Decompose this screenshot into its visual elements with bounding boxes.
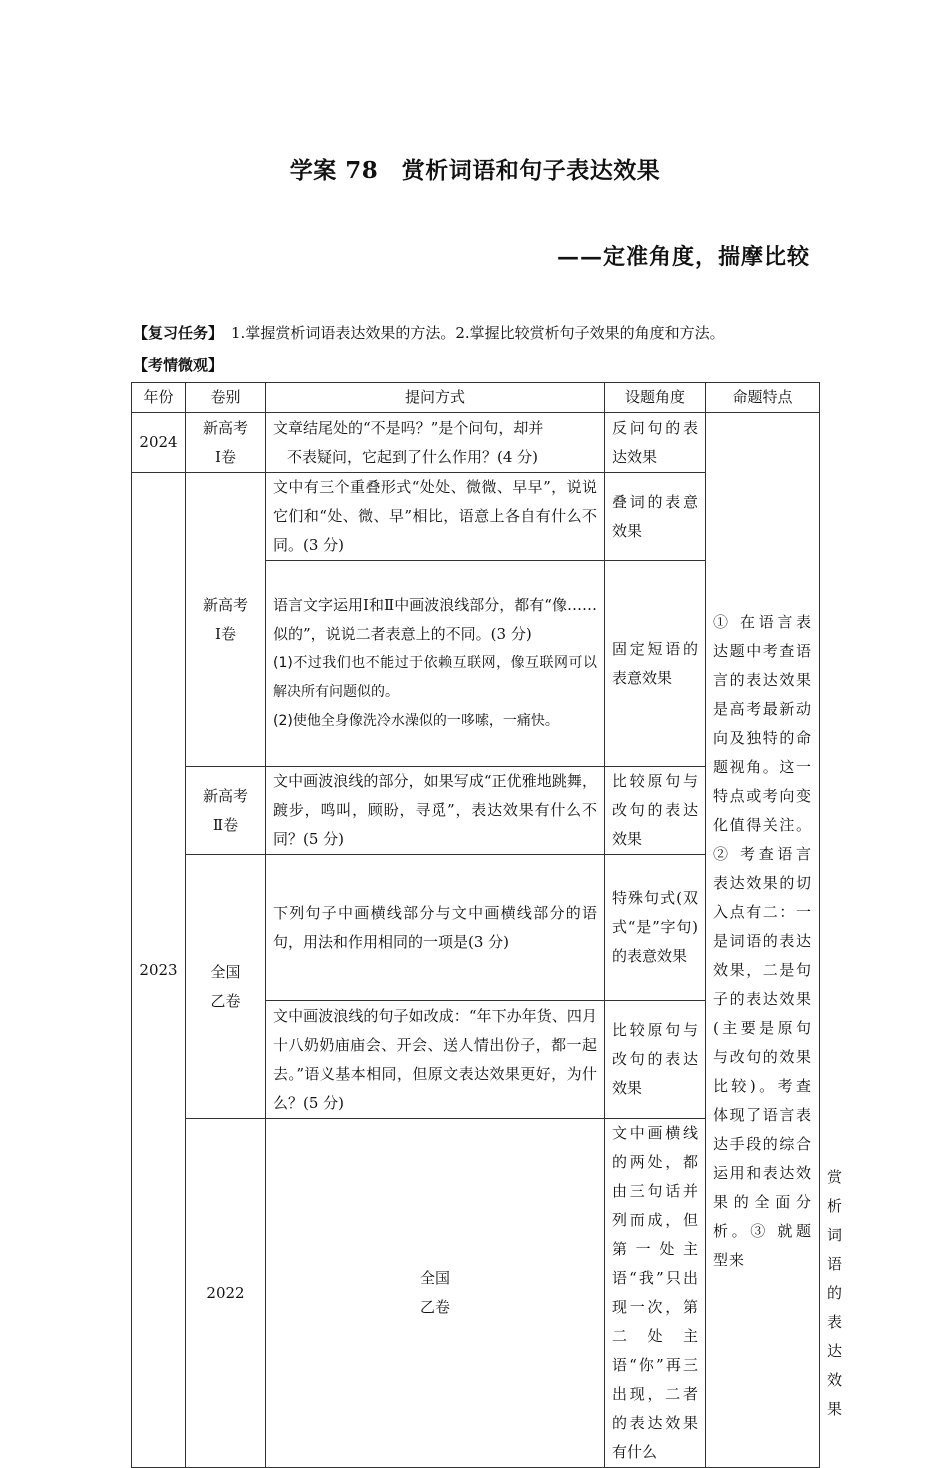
- table-row: [132, 413, 820, 473]
- question-cell: 文中画波浪线的部分，如果写成“正优雅地跳舞，踱步，鸣叫，顾盼，寻觅”，表达效果有什么不同？(5 分): [266, 767, 605, 855]
- page-subtitle: ——定准角度，揣摩比较: [556, 244, 810, 270]
- header-year: 年份: [132, 383, 186, 413]
- year-cell: 2022: [186, 1119, 266, 1468]
- example-sentence: (2)使他全身像洗冷水澡似的一哆嗦，一痛快。: [273, 713, 559, 729]
- header-paper: 卷别: [186, 383, 266, 413]
- paper-label: 新高考 Ⅰ卷: [202, 595, 248, 643]
- overview-heading: 【考情微观】: [133, 356, 224, 374]
- review-text: 1.掌握赏析词语表达效果的方法。2.掌握比较赏析句子效果的角度和方法。: [231, 324, 725, 342]
- header-question: 提问方式: [266, 383, 605, 413]
- review-tasks: [133, 322, 725, 343]
- review-tag: 【复习任务】: [133, 324, 224, 342]
- angle-cell: 固定短语的表意效果: [605, 561, 706, 767]
- paper-cell: [186, 413, 266, 473]
- question-cell: 文中有三个重叠形式“处处、微微、早早”，说说它们和“处、微、早”相比，语意上各自有什么不同。(3 分): [266, 473, 605, 561]
- question-text: 语言文字运用Ⅰ和Ⅱ中画波浪线部分，都有“像……似的”，说说二者表意上的不同。(3 分): [273, 596, 597, 643]
- question-text: 文章结尾处的“不是吗？”是个问句，却并: [273, 418, 544, 437]
- angle-cell: 叠词的表意效果: [605, 473, 706, 561]
- header-feature: 命题特点: [706, 383, 820, 413]
- paper-label: 新高考 Ⅰ卷: [202, 418, 248, 466]
- paper-cell: [266, 1119, 605, 1468]
- question-cell: [266, 561, 605, 767]
- angle-cell: 比较原句与改句的表达效果: [605, 767, 706, 855]
- angle-cell: 特殊句式(双式“是”字句)的表意效果: [605, 855, 706, 1001]
- question-text: 不表疑问，它起到了什么作用？(4 分): [287, 447, 539, 466]
- paper-label: 全国 乙卷: [210, 962, 241, 1010]
- question-cell: 文中画波浪线的句子如改成：“年下办年货、四月十八奶奶庙庙会、开会、送人情出份子，都一起去。”语义基本相同，但原文表达效果更好，为什么？(5 分): [266, 1001, 605, 1119]
- angle-cell: 比较原句与改句的表达效果: [605, 1001, 706, 1119]
- year-cell: 2023: [132, 473, 186, 1468]
- question-cell: [266, 413, 605, 473]
- paper-cell: [186, 473, 266, 767]
- question-cell: 文中画横线的两处，都由三句话并列而成，但第一处主语“我”只出现一次，第二处主语“你”再三出现，二者的表达效果有什么: [605, 1119, 706, 1468]
- paper-label: 新高考 Ⅱ卷: [202, 786, 248, 834]
- example-sentence: (1)不过我们也不能过于依赖互联网，像互联网可以解决所有问题似的。: [273, 655, 597, 700]
- exam-overview-table: [131, 382, 843, 1468]
- year-cell: 2024: [132, 413, 186, 473]
- paper-label: 全国 乙卷: [419, 1269, 450, 1316]
- paper-cell: [186, 855, 266, 1119]
- question-cell: 下列句子中画横线部分与文中画横线部分的语句，用法和作用相同的一项是(3 分): [266, 855, 605, 1001]
- header-angle: 设题角度: [605, 383, 706, 413]
- feature-cell: ① 在语言表达题中考查语言的表达效果是高考最新动向及独特的命题视角。这一特点或考向变化值得关注。② 考查语言表达效果的切入点有二：一是词语的表达效果，二是句子的表达效果(主要是原句与改句的效果比较)。考查体现了语言表达手段的综合运用和表达效果的全面分析。③ 就题型来: [706, 413, 820, 1468]
- table-row: 2022 全国 乙卷 文中画横线的两处，都由三句话并列而成，但第一处主语“我”只出现一次，第二处主语“你”再三出现，二者的表达效果有什么 赏析词语的表达效果: [132, 1119, 820, 1468]
- paper-cell: [186, 767, 266, 855]
- table-header-row: [132, 383, 820, 413]
- angle-cell: 反问句的表达效果: [605, 413, 706, 473]
- page-title: 学案 78 赏析词语和句子表达效果: [289, 157, 661, 184]
